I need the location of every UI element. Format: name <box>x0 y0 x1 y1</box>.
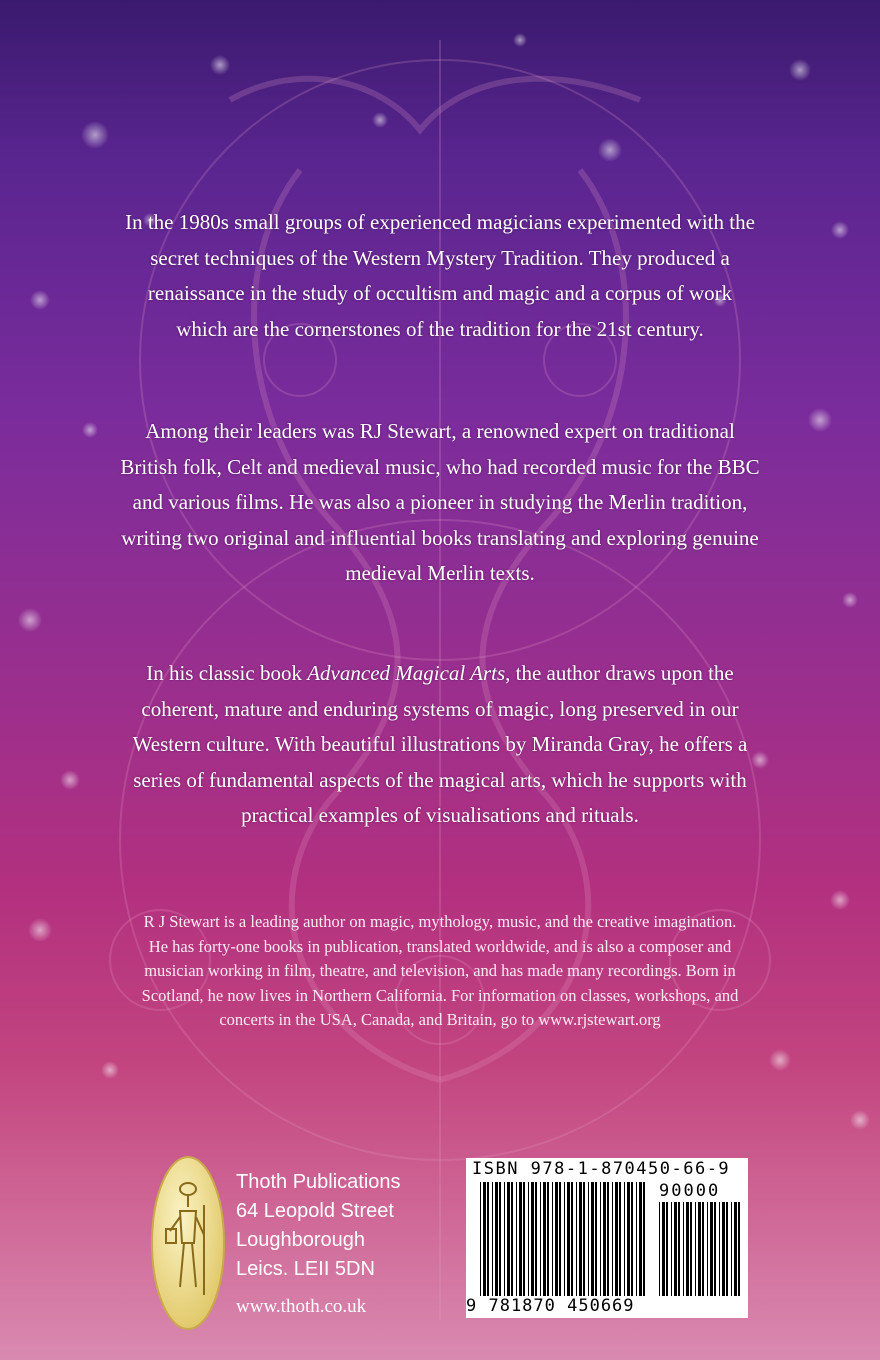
publisher-address <box>236 1168 401 1321</box>
blurb-paragraph <box>120 656 760 834</box>
ean-digits: 9 781870 450669 <box>466 1296 635 1316</box>
isbn-text: ISBN 978-1-870450-66-9 <box>472 1159 731 1179</box>
publisher-region: Leics. LEII 5DN <box>236 1258 375 1280</box>
addon-barcode-bars <box>659 1202 743 1296</box>
publisher-website: www.thoth.co.uk <box>236 1296 367 1317</box>
blurb-text: , the author draws upon the coherent, mature and enduring systems of magic, long preserved in our Western culture. With beautiful illustrations by Miranda Gray, he offers a series of fundamental aspects of the magical arts, which he supports with practical examples of visualisations and rituals. <box>132 661 748 827</box>
ean-barcode-bars <box>480 1182 650 1296</box>
author-bio: R J Stewart is a leading author on magic, mythology, music, and the creative imagination. He has forty-one books in publication, translated worldwide, and is also a composer and musician working in film, theatre, and television, and has made many recordings. Born in Scotland, he now lives in Northern California. For information on classes, workshops, and concerts in the USA, Canada, and Britain, go to www.rjstewart.org <box>141 912 739 1029</box>
price-code: 90000 <box>659 1181 721 1201</box>
isbn-barcode <box>466 1158 748 1318</box>
blurb-text: In his classic book <box>146 661 308 685</box>
book-title-italic: Advanced Magical Arts <box>307 661 506 685</box>
blurb-paragraph: Among their leaders was RJ Stewart, a renowned expert on traditional British folk, Celt and medieval music, who had recorded music for the BBC and various films. He was also a pioneer in studying the Merlin tradition, writing two original and influential books translating and exploring genuine medieval Merlin texts. <box>120 419 760 585</box>
publisher-street: 64 Leopold Street <box>236 1200 394 1222</box>
thoth-logo <box>150 1155 226 1331</box>
publisher-name: Thoth Publications <box>236 1171 401 1193</box>
blurb-paragraph: In the 1980s small groups of experienced magicians experimented with the secret techniques of the Western Mystery Tradition. They produced a renaissance in the study of occultism and magic and a corpus of work which are the cornerstones of the tradition for the 21st century. <box>125 210 755 341</box>
publisher-city: Loughborough <box>236 1229 366 1251</box>
